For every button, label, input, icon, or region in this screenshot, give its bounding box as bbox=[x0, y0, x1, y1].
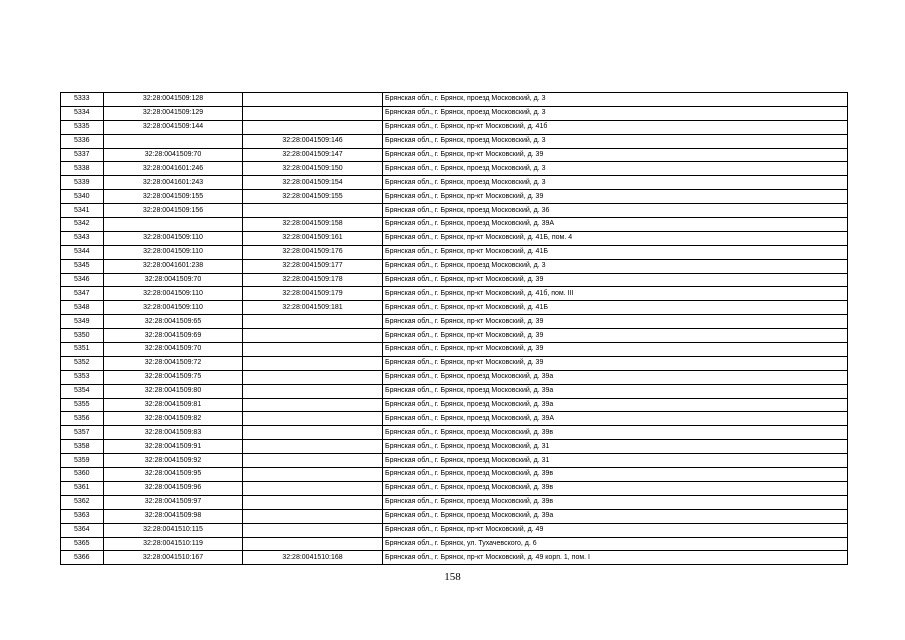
related-cadastral-number-cell bbox=[243, 537, 383, 551]
cadastral-number-cell bbox=[104, 218, 243, 232]
table-row bbox=[61, 523, 848, 537]
table-row bbox=[61, 495, 848, 509]
related-cadastral-number-cell bbox=[243, 398, 383, 412]
table-row bbox=[61, 204, 848, 218]
cadastral-number-cell: 32:28:0041509:80 bbox=[104, 384, 243, 398]
related-cadastral-number-cell bbox=[243, 356, 383, 370]
cadastral-number-cell: 32:28:0041509:155 bbox=[104, 190, 243, 204]
address-cell: Брянская обл., г. Брянск, пр-кт Московский, д. 41Б bbox=[383, 245, 848, 259]
cadastral-number-cell: 32:28:0041510:119 bbox=[104, 537, 243, 551]
related-cadastral-number-cell bbox=[243, 106, 383, 120]
cadastral-number-cell: 32:28:0041509:69 bbox=[104, 329, 243, 343]
row-number-cell: 5366 bbox=[61, 551, 104, 565]
table-row bbox=[61, 468, 848, 482]
address-cell: Брянская обл., г. Брянск, проезд Московский, д. 39в bbox=[383, 495, 848, 509]
table-row bbox=[61, 356, 848, 370]
related-cadastral-number-cell bbox=[243, 343, 383, 357]
table-row bbox=[61, 329, 848, 343]
table-row bbox=[61, 440, 848, 454]
table-row bbox=[61, 454, 848, 468]
table-row bbox=[61, 343, 848, 357]
address-cell: Брянская обл., г. Брянск, пр-кт Московский, д. 41б bbox=[383, 120, 848, 134]
related-cadastral-number-cell bbox=[243, 93, 383, 107]
row-number-cell: 5339 bbox=[61, 176, 104, 190]
cadastral-number-cell: 32:28:0041510:167 bbox=[104, 551, 243, 565]
address-cell: Брянская обл., г. Брянск, пр-кт Московский, д. 41Б bbox=[383, 301, 848, 315]
row-number-cell: 5365 bbox=[61, 537, 104, 551]
row-number-cell: 5357 bbox=[61, 426, 104, 440]
address-cell: Брянская обл., г. Брянск, проезд Московский, д. 31 bbox=[383, 454, 848, 468]
address-cell: Брянская обл., г. Брянск, пр-кт Московский, д. 49 корп. 1, пом. I bbox=[383, 551, 848, 565]
row-number-cell: 5358 bbox=[61, 440, 104, 454]
cadastral-number-cell bbox=[104, 134, 243, 148]
row-number-cell: 5362 bbox=[61, 495, 104, 509]
related-cadastral-number-cell: 32:28:0041509:154 bbox=[243, 176, 383, 190]
table-row bbox=[61, 259, 848, 273]
related-cadastral-number-cell: 32:28:0041509:150 bbox=[243, 162, 383, 176]
cadastral-number-cell: 32:28:0041509:110 bbox=[104, 301, 243, 315]
row-number-cell: 5343 bbox=[61, 231, 104, 245]
table-row bbox=[61, 106, 848, 120]
address-cell: Брянская обл., г. Брянск, проезд Московский, д. 36 bbox=[383, 204, 848, 218]
table-row bbox=[61, 551, 848, 565]
row-number-cell: 5359 bbox=[61, 454, 104, 468]
row-number-cell: 5334 bbox=[61, 106, 104, 120]
cadastral-number-cell: 32:28:0041509:144 bbox=[104, 120, 243, 134]
property-table bbox=[60, 92, 848, 565]
table-row bbox=[61, 412, 848, 426]
address-cell: Брянская обл., г. Брянск, проезд Московский, д. 39в bbox=[383, 481, 848, 495]
table-row bbox=[61, 315, 848, 329]
table-row bbox=[61, 287, 848, 301]
address-cell: Брянская обл., г. Брянск, проезд Московский, д. 3 bbox=[383, 176, 848, 190]
related-cadastral-number-cell: 32:28:0041509:176 bbox=[243, 245, 383, 259]
related-cadastral-number-cell bbox=[243, 440, 383, 454]
address-cell: Брянская обл., г. Брянск, проезд Московский, д. 3 bbox=[383, 93, 848, 107]
address-cell: Брянская обл., г. Брянск, проезд Московский, д. 31 bbox=[383, 440, 848, 454]
related-cadastral-number-cell bbox=[243, 426, 383, 440]
address-cell: Брянская обл., г. Брянск, проезд Московский, д. 39А bbox=[383, 218, 848, 232]
address-cell: Брянская обл., г. Брянск, проезд Московский, д. 39в bbox=[383, 468, 848, 482]
cadastral-number-cell: 32:28:0041509:110 bbox=[104, 287, 243, 301]
related-cadastral-number-cell: 32:28:0041509:147 bbox=[243, 148, 383, 162]
cadastral-number-cell: 32:28:0041509:70 bbox=[104, 273, 243, 287]
cadastral-number-cell: 32:28:0041601:243 bbox=[104, 176, 243, 190]
related-cadastral-number-cell bbox=[243, 315, 383, 329]
related-cadastral-number-cell bbox=[243, 412, 383, 426]
cadastral-number-cell: 32:28:0041509:81 bbox=[104, 398, 243, 412]
address-cell: Брянская обл., г. Брянск, проезд Московский, д. 39а bbox=[383, 509, 848, 523]
page-number: 158 bbox=[444, 571, 461, 583]
related-cadastral-number-cell bbox=[243, 384, 383, 398]
address-cell: Брянская обл., г. Брянск, ул. Тухачевского, д. 6 bbox=[383, 537, 848, 551]
table-row bbox=[61, 218, 848, 232]
row-number-cell: 5341 bbox=[61, 204, 104, 218]
row-number-cell: 5352 bbox=[61, 356, 104, 370]
address-cell: Брянская обл., г. Брянск, пр-кт Московский, д. 39 bbox=[383, 315, 848, 329]
address-cell: Брянская обл., г. Брянск, пр-кт Московский, д. 39 bbox=[383, 190, 848, 204]
cadastral-number-cell: 32:28:0041509:65 bbox=[104, 315, 243, 329]
cadastral-number-cell: 32:28:0041509:91 bbox=[104, 440, 243, 454]
table-row bbox=[61, 245, 848, 259]
address-cell: Брянская обл., г. Брянск, проезд Московский, д. 3 bbox=[383, 134, 848, 148]
address-cell: Брянская обл., г. Брянск, пр-кт Московский, д. 41Б, пом. 4 bbox=[383, 231, 848, 245]
cadastral-number-cell: 32:28:0041509:75 bbox=[104, 370, 243, 384]
related-cadastral-number-cell bbox=[243, 204, 383, 218]
cadastral-number-cell: 32:28:0041509:83 bbox=[104, 426, 243, 440]
related-cadastral-number-cell: 32:28:0041509:181 bbox=[243, 301, 383, 315]
row-number-cell: 5342 bbox=[61, 218, 104, 232]
row-number-cell: 5340 bbox=[61, 190, 104, 204]
table-row bbox=[61, 384, 848, 398]
related-cadastral-number-cell: 32:28:0041509:179 bbox=[243, 287, 383, 301]
cadastral-number-cell: 32:28:0041509:70 bbox=[104, 343, 243, 357]
related-cadastral-number-cell: 32:28:0041509:177 bbox=[243, 259, 383, 273]
row-number-cell: 5361 bbox=[61, 481, 104, 495]
row-number-cell: 5335 bbox=[61, 120, 104, 134]
row-number-cell: 5360 bbox=[61, 468, 104, 482]
address-cell: Брянская обл., г. Брянск, проезд Московский, д. 39в bbox=[383, 426, 848, 440]
related-cadastral-number-cell: 32:28:0041509:146 bbox=[243, 134, 383, 148]
address-cell: Брянская обл., г. Брянск, пр-кт Московский, д. 39 bbox=[383, 356, 848, 370]
row-number-cell: 5356 bbox=[61, 412, 104, 426]
cadastral-number-cell: 32:28:0041509:70 bbox=[104, 148, 243, 162]
row-number-cell: 5350 bbox=[61, 329, 104, 343]
table-row bbox=[61, 190, 848, 204]
related-cadastral-number-cell bbox=[243, 370, 383, 384]
table-row bbox=[61, 301, 848, 315]
related-cadastral-number-cell bbox=[243, 523, 383, 537]
row-number-cell: 5348 bbox=[61, 301, 104, 315]
table-row bbox=[61, 162, 848, 176]
address-cell: Брянская обл., г. Брянск, проезд Московский, д. 39а bbox=[383, 370, 848, 384]
related-cadastral-number-cell: 32:28:0041509:178 bbox=[243, 273, 383, 287]
row-number-cell: 5337 bbox=[61, 148, 104, 162]
row-number-cell: 5333 bbox=[61, 93, 104, 107]
cadastral-number-cell: 32:28:0041510:115 bbox=[104, 523, 243, 537]
row-number-cell: 5351 bbox=[61, 343, 104, 357]
table-row bbox=[61, 426, 848, 440]
address-cell: Брянская обл., г. Брянск, проезд Московский, д. 39а bbox=[383, 384, 848, 398]
cadastral-number-cell: 32:28:0041509:92 bbox=[104, 454, 243, 468]
related-cadastral-number-cell bbox=[243, 454, 383, 468]
table-row bbox=[61, 370, 848, 384]
table-row bbox=[61, 273, 848, 287]
row-number-cell: 5363 bbox=[61, 509, 104, 523]
related-cadastral-number-cell bbox=[243, 329, 383, 343]
cadastral-number-cell: 32:28:0041509:82 bbox=[104, 412, 243, 426]
cadastral-number-cell: 32:28:0041509:110 bbox=[104, 231, 243, 245]
address-cell: Брянская обл., г. Брянск, пр-кт Московский, д. 49 bbox=[383, 523, 848, 537]
table-row bbox=[61, 481, 848, 495]
row-number-cell: 5336 bbox=[61, 134, 104, 148]
row-number-cell: 5347 bbox=[61, 287, 104, 301]
cadastral-number-cell: 32:28:0041601:246 bbox=[104, 162, 243, 176]
address-cell: Брянская обл., г. Брянск, пр-кт Московский, д. 39 bbox=[383, 329, 848, 343]
address-cell: Брянская обл., г. Брянск, пр-кт Московский, д. 39 bbox=[383, 148, 848, 162]
table-row bbox=[61, 537, 848, 551]
table-row bbox=[61, 509, 848, 523]
address-cell: Брянская обл., г. Брянск, пр-кт Московский, д. 41б, пом. III bbox=[383, 287, 848, 301]
table-row bbox=[61, 398, 848, 412]
table-row bbox=[61, 231, 848, 245]
address-cell: Брянская обл., г. Брянск, проезд Московский, д. 39А bbox=[383, 412, 848, 426]
row-number-cell: 5355 bbox=[61, 398, 104, 412]
row-number-cell: 5346 bbox=[61, 273, 104, 287]
row-number-cell: 5344 bbox=[61, 245, 104, 259]
related-cadastral-number-cell bbox=[243, 509, 383, 523]
table-row bbox=[61, 134, 848, 148]
address-cell: Брянская обл., г. Брянск, проезд Московский, д. 3 bbox=[383, 106, 848, 120]
related-cadastral-number-cell bbox=[243, 495, 383, 509]
address-cell: Брянская обл., г. Брянск, проезд Московский, д. 3 bbox=[383, 162, 848, 176]
related-cadastral-number-cell: 32:28:0041509:158 bbox=[243, 218, 383, 232]
related-cadastral-number-cell: 32:28:0041509:161 bbox=[243, 231, 383, 245]
address-cell: Брянская обл., г. Брянск, пр-кт Московский, д. 39 bbox=[383, 343, 848, 357]
address-cell: Брянская обл., г. Брянск, проезд Московский, д. 39а bbox=[383, 398, 848, 412]
row-number-cell: 5345 bbox=[61, 259, 104, 273]
cadastral-number-cell: 32:28:0041509:96 bbox=[104, 481, 243, 495]
cadastral-number-cell: 32:28:0041509:156 bbox=[104, 204, 243, 218]
related-cadastral-number-cell: 32:28:0041509:155 bbox=[243, 190, 383, 204]
row-number-cell: 5338 bbox=[61, 162, 104, 176]
cadastral-number-cell: 32:28:0041509:128 bbox=[104, 93, 243, 107]
cadastral-number-cell: 32:28:0041509:110 bbox=[104, 245, 243, 259]
cadastral-number-cell: 32:28:0041509:72 bbox=[104, 356, 243, 370]
cadastral-number-cell: 32:28:0041509:98 bbox=[104, 509, 243, 523]
row-number-cell: 5353 bbox=[61, 370, 104, 384]
related-cadastral-number-cell bbox=[243, 120, 383, 134]
related-cadastral-number-cell: 32:28:0041510:168 bbox=[243, 551, 383, 565]
row-number-cell: 5364 bbox=[61, 523, 104, 537]
related-cadastral-number-cell bbox=[243, 481, 383, 495]
related-cadastral-number-cell bbox=[243, 468, 383, 482]
table-row bbox=[61, 148, 848, 162]
table-body bbox=[61, 93, 848, 565]
cadastral-number-cell: 32:28:0041509:95 bbox=[104, 468, 243, 482]
row-number-cell: 5349 bbox=[61, 315, 104, 329]
table-row bbox=[61, 176, 848, 190]
table-row bbox=[61, 93, 848, 107]
address-cell: Брянская обл., г. Брянск, проезд Московский, д. 3 bbox=[383, 259, 848, 273]
cadastral-number-cell: 32:28:0041601:238 bbox=[104, 259, 243, 273]
row-number-cell: 5354 bbox=[61, 384, 104, 398]
table-row bbox=[61, 120, 848, 134]
cadastral-number-cell: 32:28:0041509:97 bbox=[104, 495, 243, 509]
cadastral-number-cell: 32:28:0041509:129 bbox=[104, 106, 243, 120]
address-cell: Брянская обл., г. Брянск, пр-кт Московский, д. 39 bbox=[383, 273, 848, 287]
